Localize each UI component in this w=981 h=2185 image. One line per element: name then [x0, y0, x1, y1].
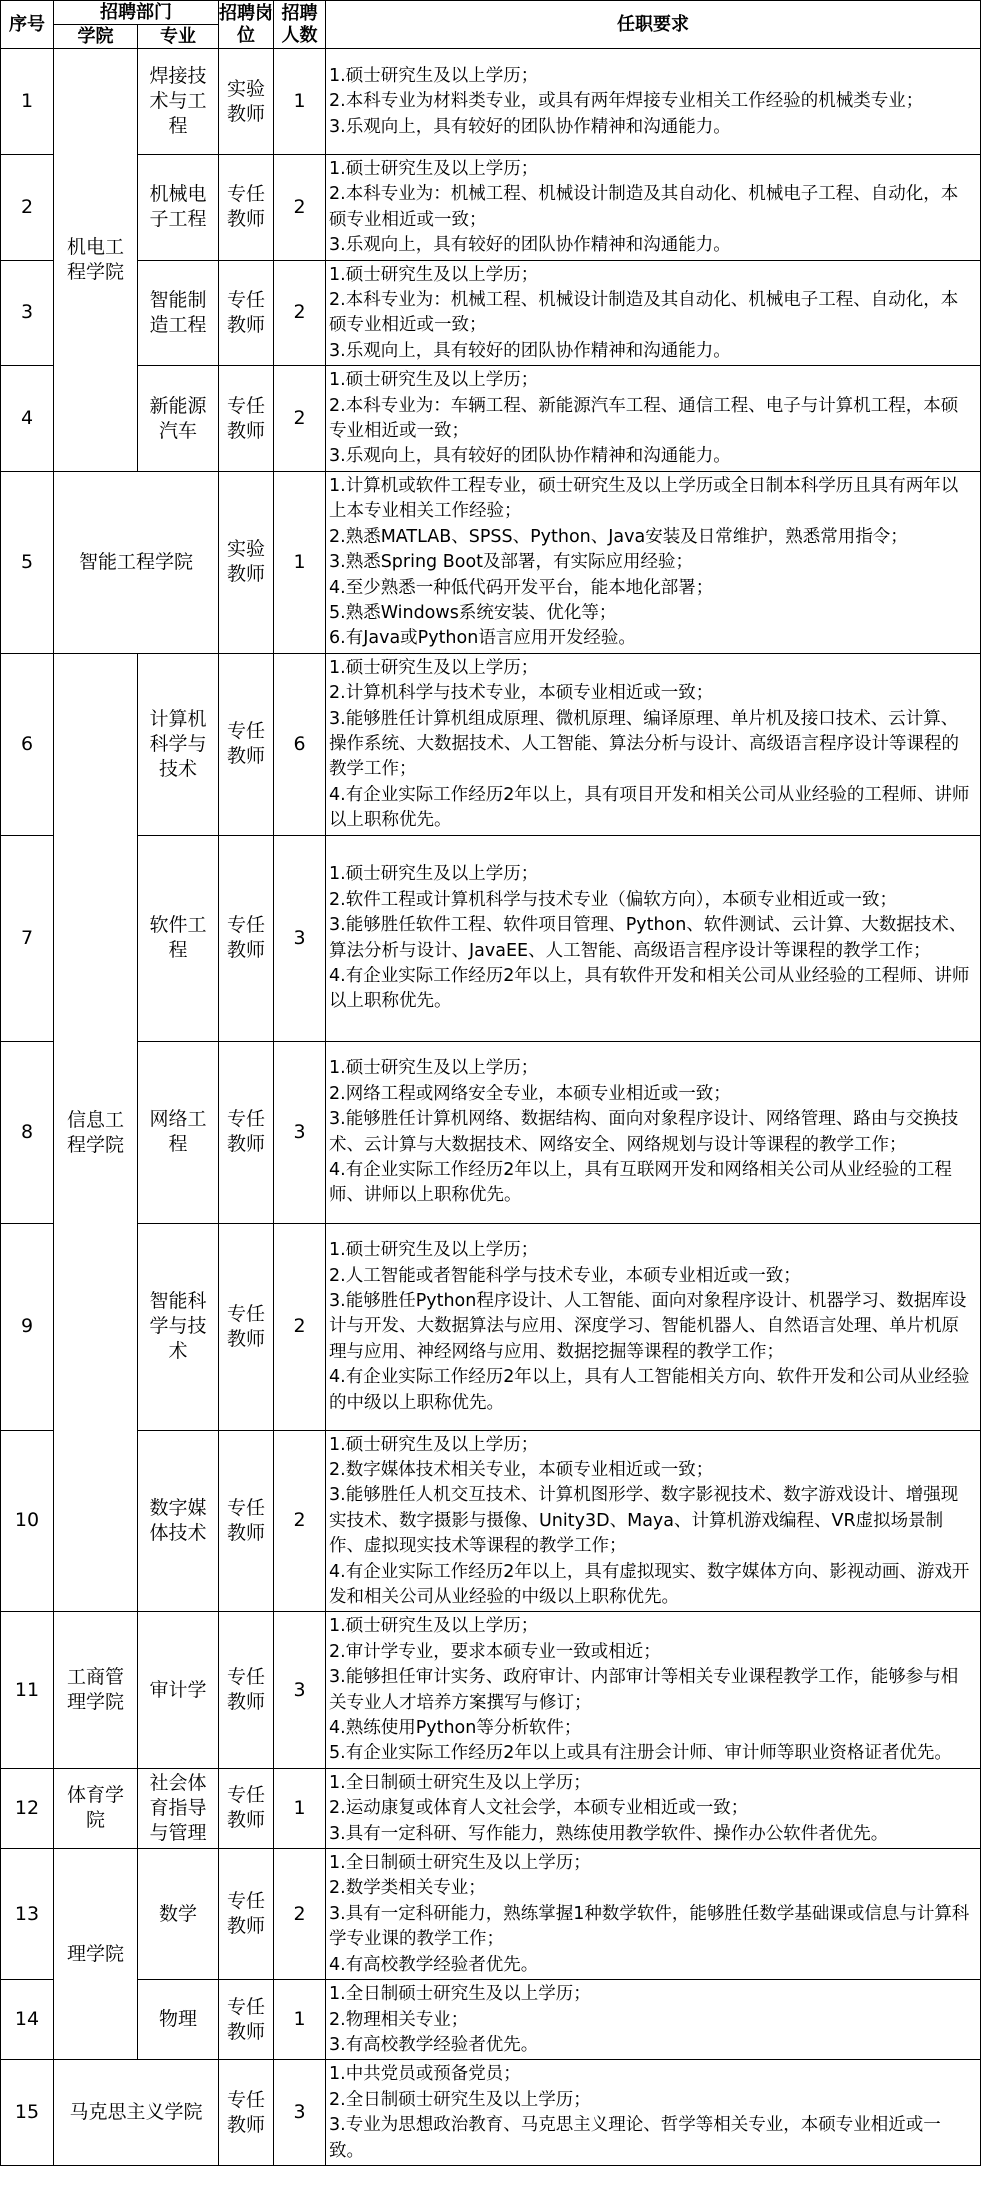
- college-cell: 机电工程学院: [54, 49, 138, 472]
- count-cell: 2: [274, 1223, 326, 1430]
- header-major: 专业: [138, 25, 219, 49]
- requirement-line: 2.本科专业为：机械工程、机械设计制造及其自动化、机械电子工程、自动化，本硕专业相近或一致；: [329, 290, 959, 336]
- requirement-line: 3.有高校教学经验者优先。: [329, 2034, 539, 2055]
- table-row: [1, 1612, 981, 1768]
- requirement-line: 4.有企业实际工作经历2年以上，具有项目开发和相关公司从业经验的工程师、讲师以上职称优先。: [329, 784, 970, 831]
- requirement-line: 3.乐观向上，具有较好的团队协作精神和沟通能力。: [329, 116, 731, 137]
- requirements-cell: [326, 49, 981, 155]
- header-seq: 序号: [1, 1, 54, 49]
- requirement-line: 1.硕士研究生及以上学历；: [329, 864, 539, 885]
- count-cell: 3: [274, 835, 326, 1041]
- position-cell: 专任教师: [219, 1041, 274, 1223]
- requirements-cell: [326, 1223, 981, 1430]
- position-cell: 专任教师: [219, 835, 274, 1041]
- table-row: [1, 1980, 981, 2060]
- count-cell: 2: [274, 1849, 326, 1980]
- requirement-line: 6.有Java或Python语言应用开发经验。: [329, 628, 636, 649]
- table-row: [1, 260, 981, 366]
- college-cell: 理学院: [54, 1849, 138, 2060]
- requirement-line: 1.硕士研究生及以上学历；: [329, 1616, 539, 1637]
- major-cell: 新能源汽车: [138, 366, 219, 472]
- major-cell: 网络工程: [138, 1041, 219, 1223]
- requirement-line: 2.物理相关专业；: [329, 2009, 469, 2030]
- requirement-line: 2.熟悉MATLAB、SPSS、Python、Java安装及日常维护，熟悉常用指令；: [329, 526, 908, 547]
- requirement-line: 3.乐观向上，具有较好的团队协作精神和沟通能力。: [329, 340, 731, 361]
- requirement-line: 1.硕士研究生及以上学历；: [329, 264, 539, 285]
- requirement-line: 2.本科专业为：机械工程、机械设计制造及其自动化、机械电子工程、自动化，本硕专业相近或一致；: [329, 184, 959, 230]
- requirement-line: 1.硕士研究生及以上学历；: [329, 1058, 539, 1079]
- count-cell: 2: [274, 155, 326, 261]
- requirements-cell: [326, 1041, 981, 1223]
- count-cell: 2: [274, 260, 326, 366]
- major-cell: 数学: [138, 1849, 219, 1980]
- requirements-cell: [326, 1849, 981, 1980]
- header-college: 学院: [54, 25, 138, 49]
- table-row: [1, 653, 981, 835]
- requirements-cell: [326, 1980, 981, 2060]
- requirement-line: 1.中共党员或预备党员；: [329, 2064, 521, 2085]
- requirement-line: 4.有企业实际工作经历2年以上，具有软件开发和相关公司从业经验的工程师、讲师以上职称优先。: [329, 965, 970, 1012]
- position-cell: 专任教师: [219, 155, 274, 261]
- requirements-cell: [326, 1768, 981, 1848]
- row-number: 11: [1, 1612, 54, 1768]
- requirement-line: 2.软件工程或计算机科学与技术专业（偏软方向），本硕专业相近或一致；: [329, 889, 897, 910]
- requirements-cell: [326, 471, 981, 653]
- requirements-cell: [326, 835, 981, 1041]
- count-cell: 1: [274, 49, 326, 155]
- table-row: [1, 1223, 981, 1430]
- requirement-line: 3.能够胜任计算机网络、数据结构、面向对象程序设计、网络管理、路由与交换技术、云计算与大数据技术、网络安全、网络规划与设计等课程的教学工作；: [329, 1109, 959, 1155]
- major-cell: 智能制造工程: [138, 260, 219, 366]
- requirement-line: 4.熟练使用Python等分析软件；: [329, 1718, 582, 1739]
- college-cell: 工商管理学院: [54, 1612, 138, 1768]
- row-number: 3: [1, 260, 54, 366]
- requirement-line: 3.熟悉Spring Boot及部署，有实际应用经验；: [329, 552, 694, 573]
- major-cell: 数字媒体技术: [138, 1430, 219, 1612]
- position-cell: 专任教师: [219, 366, 274, 472]
- position-cell: 专任教师: [219, 1430, 274, 1612]
- position-cell: 专任教师: [219, 1768, 274, 1848]
- requirements-cell: [326, 155, 981, 261]
- requirement-line: 3.能够担任审计实务、政府审计、内部审计等相关专业课程教学工作，能够参与相关专业人才培养方案撰写与修订；: [329, 1667, 959, 1713]
- requirement-line: 4.至少熟悉一种低代码开发平台，能本地化部署；: [329, 577, 714, 598]
- position-cell: 专任教师: [219, 1223, 274, 1430]
- requirement-line: 1.硕士研究生及以上学历；: [329, 1240, 539, 1261]
- table-row: [1, 155, 981, 261]
- count-cell: 3: [274, 1612, 326, 1768]
- position-cell: 实验教师: [219, 49, 274, 155]
- major-cell: 物理: [138, 1980, 219, 2060]
- row-number: 13: [1, 1849, 54, 1980]
- requirement-line: 3.乐观向上，具有较好的团队协作精神和沟通能力。: [329, 446, 731, 467]
- requirements-cell: [326, 260, 981, 366]
- requirement-line: 2.数学类相关专业；: [329, 1878, 486, 1899]
- college-cell: 马克思主义学院: [54, 2060, 219, 2166]
- requirement-line: 2.本科专业为：车辆工程、新能源汽车工程、通信工程、电子与计算机工程，本硕专业相近或一致；: [329, 395, 959, 442]
- requirement-line: 3.具有一定科研能力，熟练掌握1种数学软件，能够胜任数学基础课或信息与计算科学专业课的教学工作；: [329, 1903, 970, 1950]
- position-cell: 专任教师: [219, 260, 274, 366]
- requirement-line: 1.硕士研究生及以上学历；: [329, 65, 539, 86]
- requirement-line: 2.网络工程或网络安全专业，本硕专业相近或一致；: [329, 1083, 731, 1104]
- requirement-line: 3.具有一定科研、写作能力，熟练使用教学软件、操作办公软件者优先。: [329, 1823, 889, 1844]
- requirements-cell: [326, 653, 981, 835]
- requirements-cell: [326, 1612, 981, 1768]
- position-cell: 专任教师: [219, 1980, 274, 2060]
- table-row: [1, 1849, 981, 1980]
- count-cell: 1: [274, 1768, 326, 1848]
- row-number: 8: [1, 1041, 54, 1223]
- requirement-line: 3.乐观向上，具有较好的团队协作精神和沟通能力。: [329, 235, 731, 256]
- major-cell: 审计学: [138, 1612, 219, 1768]
- row-number: 15: [1, 2060, 54, 2166]
- row-number: 1: [1, 49, 54, 155]
- row-number: 6: [1, 653, 54, 835]
- requirement-line: 1.硕士研究生及以上学历；: [329, 370, 539, 391]
- count-cell: 2: [274, 1430, 326, 1612]
- header-requirements: 任职要求: [326, 1, 981, 49]
- requirement-line: 3.能够胜任软件工程、软件项目管理、Python、软件测试、云计算、大数据技术、算法分析与设计、JavaEE、人工智能、高级语言程序设计等课程的教学工作；: [329, 915, 967, 961]
- requirement-line: 1.硕士研究生及以上学历；: [329, 159, 539, 179]
- requirement-line: 3.专业为思想政治教育、马克思主义理论、哲学等相关专业，本硕专业相近或一致。: [329, 2115, 941, 2161]
- requirement-line: 2.全日制硕士研究生及以上学历；: [329, 2089, 591, 2110]
- position-cell: 实验教师: [219, 471, 274, 653]
- position-cell: 专任教师: [219, 653, 274, 835]
- major-cell: 智能科学与技术: [138, 1223, 219, 1430]
- requirement-line: 2.计算机科学与技术专业，本硕专业相近或一致；: [329, 683, 714, 704]
- table-row: [1, 366, 981, 472]
- table-row: [1, 2060, 981, 2166]
- major-cell: 社会体育指导与管理: [138, 1768, 219, 1848]
- college-cell: 体育学院: [54, 1768, 138, 1848]
- row-number: 4: [1, 366, 54, 472]
- requirement-line: 4.有企业实际工作经历2年以上，具有人工智能相关方向、软件开发和公司从业经验的中级以上职称优先。: [329, 1367, 970, 1413]
- row-number: 5: [1, 471, 54, 653]
- table-row: [1, 1768, 981, 1848]
- table-row: [1, 471, 981, 653]
- requirement-line: 2.数字媒体技术相关专业，本硕专业相近或一致；: [329, 1459, 714, 1480]
- row-number: 12: [1, 1768, 54, 1848]
- college-cell: 信息工程学院: [54, 653, 138, 1612]
- requirements-cell: [326, 2060, 981, 2166]
- count-cell: 6: [274, 653, 326, 835]
- requirement-line: 3.能够胜任Python程序设计、人工智能、面向对象程序设计、机器学习、数据库设计与开发、大数据算法与应用、深度学习、智能机器人、自然语言处理、单片机原理与应用、神经网络与应用、数据挖掘等课程的教学工作；: [329, 1290, 967, 1362]
- row-number: 10: [1, 1430, 54, 1612]
- major-cell: 计算机科学与技术: [138, 653, 219, 835]
- requirement-line: 4.有企业实际工作经历2年以上，具有互联网开发和网络相关公司从业经验的工程师、讲师以上职称优先。: [329, 1159, 952, 1206]
- header-dept: 招聘部门: [54, 1, 219, 25]
- row-number: 7: [1, 835, 54, 1041]
- requirement-line: 1.硕士研究生及以上学历；: [329, 657, 539, 678]
- requirement-line: 3.能够胜任计算机组成原理、微机原理、编译原理、单片机及接口技术、云计算、操作系统、大数据技术、人工智能、算法分析与设计、高级语言程序设计等课程的教学工作；: [329, 708, 959, 780]
- requirement-line: 2.运动康复或体育人文社会学，本硕专业相近或一致；: [329, 1798, 749, 1819]
- count-cell: 1: [274, 1980, 326, 2060]
- position-cell: 专任教师: [219, 1612, 274, 1768]
- header-position: 招聘岗位: [219, 1, 274, 49]
- requirement-line: 1.计算机或软件工程专业，硕士研究生及以上学历或全日制本科学历且具有两年以上本专业相关工作经验；: [329, 475, 959, 522]
- position-cell: 专任教师: [219, 2060, 274, 2166]
- table-row: [1, 1430, 981, 1612]
- table-row: [1, 1041, 981, 1223]
- requirement-line: 4.有高校教学经验者优先。: [329, 1954, 539, 1975]
- requirement-line: 5.有企业实际工作经历2年以上或具有注册会计师、审计师等职业资格证者优先。: [329, 1743, 952, 1764]
- requirements-cell: [326, 1430, 981, 1612]
- row-number: 2: [1, 155, 54, 261]
- header-count: 招聘人数: [274, 1, 326, 49]
- count-cell: 2: [274, 366, 326, 472]
- requirement-line: 1.硕士研究生及以上学历；: [329, 1434, 539, 1455]
- requirement-line: 5.熟悉Windows系统安装、优化等；: [329, 602, 617, 623]
- count-cell: 1: [274, 471, 326, 653]
- requirement-line: 1.全日制硕士研究生及以上学历；: [329, 1984, 591, 2005]
- requirements-cell: [326, 366, 981, 472]
- major-cell: 软件工程: [138, 835, 219, 1041]
- requirement-line: 1.全日制硕士研究生及以上学历；: [329, 1772, 591, 1793]
- requirement-line: 2.审计学专业，要求本硕专业一致或相近；: [329, 1641, 661, 1662]
- requirement-line: 3.能够胜任人机交互技术、计算机图形学、数字影视技术、数字游戏设计、增强现实技术、数字摄影与摄像、Unity3D、Maya、计算机游戏编程、VR虚拟场景制作、虚拟现实技术等课程的教学工作；: [329, 1485, 959, 1557]
- major-cell: 机械电子工程: [138, 155, 219, 261]
- position-cell: 专任教师: [219, 1849, 274, 1980]
- table-row: [1, 835, 981, 1041]
- requirement-line: 1.全日制硕士研究生及以上学历；: [329, 1853, 591, 1874]
- requirement-line: 4.有企业实际工作经历2年以上，具有虚拟现实、数字媒体方向、影视动画、游戏开发和相关公司从业经验的中级以上职称优先。: [329, 1561, 970, 1607]
- requirement-line: 2.人工智能或者智能科学与技术专业，本硕专业相近或一致；: [329, 1265, 801, 1286]
- row-number: 9: [1, 1223, 54, 1430]
- table-body: [1, 49, 981, 2166]
- requirement-line: 2.本科专业为材料类专业，或具有两年焊接专业相关工作经验的机械类专业；: [329, 91, 924, 112]
- row-number: 14: [1, 1980, 54, 2060]
- college-cell: 智能工程学院: [54, 471, 219, 653]
- table-row: [1, 49, 981, 155]
- major-cell: 焊接技术与工程: [138, 49, 219, 155]
- count-cell: 3: [274, 2060, 326, 2166]
- count-cell: 3: [274, 1041, 326, 1223]
